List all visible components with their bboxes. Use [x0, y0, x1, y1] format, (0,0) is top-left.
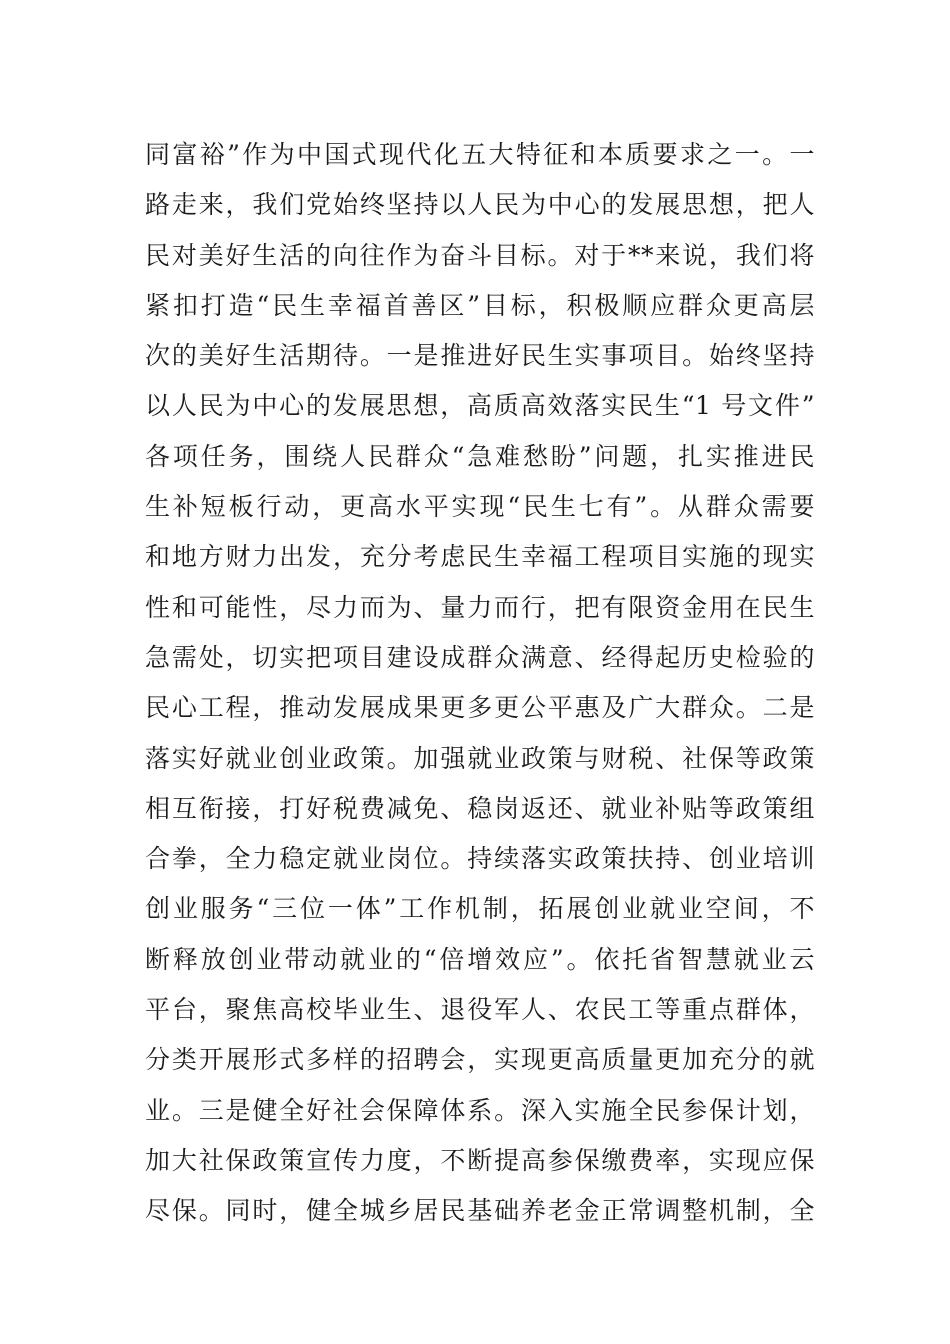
text-line: 合拳，全力稳定就业岗位。持续落实政策扶持、创业培训 [145, 844, 815, 874]
text-line: 创业服务“三位一体”工作机制，拓展创业就业空间，不 [145, 894, 815, 924]
text-line: 同富裕”作为中国式现代化五大特征和本质要求之一。一 [145, 140, 815, 169]
text-line: 业。三是健全好社会保障体系。深入实施全民参保计划， [145, 1095, 815, 1125]
text-line: 分类开展形式多样的招聘会，实现更高质量更加充分的就 [145, 1045, 815, 1075]
text-line: 紧扣打造“民生幸福首善区”目标，积极顺应群众更高层 [145, 290, 815, 320]
text-line: 平台，聚焦高校毕业生、退役军人、农民工等重点群体， [145, 995, 815, 1025]
text-line: 尽保。同时，健全城乡居民基础养老金正常调整机制，全 [145, 1196, 815, 1226]
text-line: 民心工程，推动发展成果更多更公平惠及广大群众。二是 [145, 693, 815, 723]
text-line: 各项任务，围绕人民群众“急难愁盼”问题，扎实推进民 [145, 441, 815, 471]
text-line: 以人民为中心的发展思想，高质高效落实民生“1 号文件” [145, 391, 815, 421]
text-line: 落实好就业创业政策。加强就业政策与财税、社保等政策 [145, 743, 815, 773]
text-line: 断释放创业带动就业的“倍增效应”。依托省智慧就业云 [145, 944, 815, 974]
text-line: 相互衔接，打好税费减免、稳岗返还、就业补贴等政策组 [145, 793, 815, 823]
text-line: 加大社保政策宣传力度，不断提高参保缴费率，实现应保 [145, 1145, 815, 1175]
text-line: 性和可能性，尽力而为、量力而行，把有限资金用在民生 [145, 592, 815, 622]
text-line: 生补短板行动，更高水平实现“民生七有”。从群众需要 [145, 492, 815, 522]
text-line: 急需处，切实把项目建设成群众满意、经得起历史检验的 [145, 642, 815, 672]
text-line: 和地方财力出发，充分考虑民生幸福工程项目实施的现实 [145, 542, 815, 572]
text-line: 民对美好生活的向往作为奋斗目标。对于**来说，我们将 [145, 240, 815, 270]
text-line: 路走来，我们党始终坚持以人民为中心的发展思想，把人 [145, 190, 815, 220]
body-text [145, 130, 815, 1237]
text-line: 次的美好生活期待。一是推进好民生实事项目。始终坚持 [145, 341, 815, 371]
